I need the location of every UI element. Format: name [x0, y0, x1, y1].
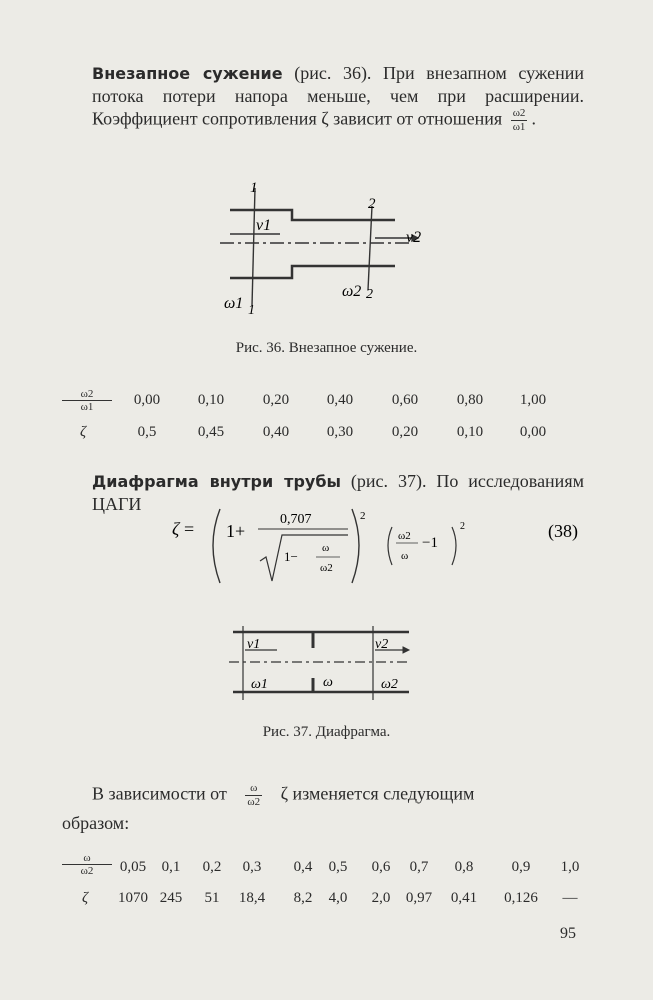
- svg-text:=: =: [184, 519, 195, 539]
- table-cell: 0,7: [409, 859, 429, 875]
- svg-text:1+: 1+: [226, 521, 246, 541]
- table-cell: 0,20: [262, 392, 290, 408]
- table-cell: 0,60: [391, 392, 419, 408]
- table-cell: 8,2: [293, 890, 313, 906]
- table-cell: 0,6: [371, 859, 391, 875]
- formula-zeta: ζ: [172, 519, 180, 539]
- table-cell: 0,1: [161, 859, 181, 875]
- table-cell: 51: [204, 890, 220, 906]
- figure-36-diagram: [200, 178, 440, 318]
- fig37-label-omega: ω: [323, 675, 333, 690]
- svg-text:2: 2: [460, 521, 465, 532]
- table-cell: 245: [159, 890, 183, 906]
- svg-text:2: 2: [360, 510, 366, 522]
- table-cell: 0,10: [456, 424, 484, 440]
- table-cell: 0,10: [197, 392, 225, 408]
- table-contraction: [0, 388, 653, 448]
- fig37-label-v1: v1: [247, 637, 261, 652]
- table-cell: —: [562, 890, 578, 906]
- fig37-label-omega2: ω2: [381, 677, 398, 692]
- label-omega2: ω2: [342, 283, 362, 300]
- heading-diaphragm: Диафрагма внутри трубы: [92, 472, 341, 491]
- table-cell: 0,5: [328, 859, 348, 875]
- paragraph-diaphragm: Диафрагма внутри трубы (рис. 37). По исследованиям ЦАГИ: [92, 471, 584, 514]
- label-v2: v2: [406, 229, 422, 246]
- fig37-label-v2: v2: [375, 637, 389, 652]
- table-cell: 0,126: [504, 890, 538, 906]
- table-cell: 1,00: [519, 392, 547, 408]
- caption-figure-36: Рис. 36. Внезапное сужение.: [235, 340, 418, 356]
- caption-figure-37: Рис. 37. Диафрагма.: [262, 724, 391, 740]
- label-section-2: 2: [368, 196, 376, 212]
- label-v1: v1: [256, 217, 272, 234]
- table2-zeta-label: ζ: [82, 890, 89, 906]
- table1-zeta-label: ζ: [80, 424, 87, 440]
- svg-text:ω2: ω2: [320, 562, 333, 574]
- heading-sudden-contraction: Внезапное сужение: [92, 64, 283, 83]
- table-cell: 0,30: [326, 424, 354, 440]
- figure-37-diagram: [225, 622, 425, 702]
- table-cell: 0,4: [293, 859, 313, 875]
- table-cell: 0,05: [119, 859, 147, 875]
- table-cell: 0,45: [197, 424, 225, 440]
- svg-text:0,707: 0,707: [280, 512, 312, 527]
- fig37-label-omega1: ω1: [251, 677, 268, 692]
- table-cell: 0,9: [511, 859, 531, 875]
- table-cell: 0,00: [133, 392, 161, 408]
- svg-text:2: 2: [366, 287, 373, 302]
- table-cell: 0,97: [405, 890, 433, 906]
- table-cell: 18,4: [238, 890, 266, 906]
- ratio-fraction-2: $\frac{\omega}{\omega 2}$: [247, 782, 261, 808]
- table-diaphragm: [0, 852, 653, 912]
- table-cell: 1070: [118, 890, 148, 906]
- table-cell: 0,2: [202, 859, 222, 875]
- svg-text:1: 1: [248, 303, 255, 318]
- label-omega1: ω1: [224, 295, 244, 312]
- svg-text:ω2: ω2: [398, 530, 411, 542]
- table2-ratio-header: ω ω2: [62, 852, 112, 877]
- table-cell: 0,80: [456, 392, 484, 408]
- table-cell: 0,20: [391, 424, 419, 440]
- formula-38: [170, 505, 600, 595]
- formula-number: (38): [548, 521, 578, 541]
- paragraph-dependency: В зависимости от $\frac{\omega}{\omega 2}$ ζ изменяется следующим: [92, 782, 475, 808]
- table-cell: 0,41: [450, 890, 478, 906]
- table-cell: 4,0: [328, 890, 348, 906]
- table-cell: 0,8: [454, 859, 474, 875]
- svg-text:ω: ω: [322, 542, 330, 554]
- label-section-1: 1: [250, 180, 258, 196]
- paragraph-text: (рис. 36). При внезапном сужении потока потери напора меньше, чем при расширении. Коэффициент сопротивления ζ зависит от отношения: [92, 63, 584, 129]
- table-cell: 0,3: [242, 859, 262, 875]
- ratio-fraction: $\frac{\omega 2}{\omega 1}$: [512, 107, 526, 133]
- svg-text:ω: ω: [401, 550, 409, 562]
- table-cell: 0,5: [137, 424, 157, 440]
- table1-ratio-header: ω2 ω1: [62, 388, 112, 413]
- page-number: 95: [560, 925, 576, 942]
- svg-text:−1: −1: [422, 535, 438, 551]
- svg-text:1−: 1−: [284, 549, 298, 564]
- table-cell: 0,40: [262, 424, 290, 440]
- table-cell: 1,0: [560, 859, 580, 875]
- table-cell: 0,40: [326, 392, 354, 408]
- table-cell: 2,0: [371, 890, 391, 906]
- table-cell: 0,00: [519, 424, 547, 440]
- paragraph-dependency-line2: образом:: [62, 813, 130, 833]
- paragraph-sudden-contraction: Внезапное сужение (рис. 36). При внезапном сужении потока потери напора меньше, чем при расширении. Коэффициент сопротивления ζ зависит от отношения $\frac{\omega 2}{\omega 1}$ .: [92, 63, 584, 133]
